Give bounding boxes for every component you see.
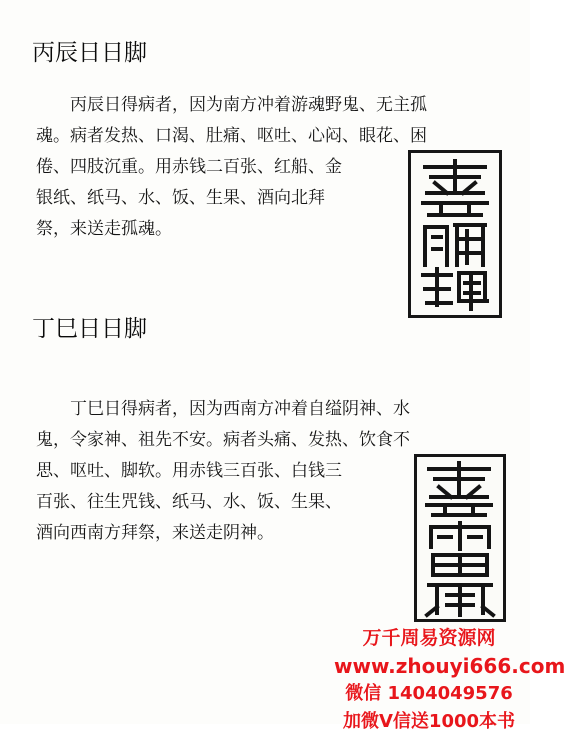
body-line: 百张、往生咒钱、纸马、水、饭、生果、 xyxy=(36,492,342,512)
watermark-site-name: 万千周易资源网 xyxy=(362,627,496,649)
section-title-bingchen: 丙辰日日脚 xyxy=(32,40,147,66)
body-line: 丁巳日得病者，因为西南方冲着自缢阴神、水 xyxy=(70,399,410,419)
talisman-seal-icon xyxy=(408,150,502,318)
watermark-promo: 加微V信送1000本书 xyxy=(342,711,516,732)
body-line: 酒向西南方拜祭，来送走阴神。 xyxy=(36,523,274,543)
body-line: 倦、四肢沉重。用赤钱二百张、红船、金 xyxy=(36,157,342,177)
body-line: 魂。病者发热、口渴、肚痛、呕吐、心闷、眼花、困 xyxy=(36,126,427,146)
section-title-dingsi: 丁巳日日脚 xyxy=(32,316,147,342)
section-body-dingsi xyxy=(36,394,410,549)
watermark-url: www.zhouyi666.com xyxy=(334,654,565,678)
body-line: 鬼，令家神、祖先不安。病者头痛、发热、饮食不 xyxy=(36,430,410,450)
section-body-bingchen xyxy=(36,90,427,245)
body-line: 银纸、纸马、水、饭、生果、酒向北拜 xyxy=(36,188,325,208)
body-line: 祭，来送走孤魂。 xyxy=(36,219,172,239)
body-line: 丙辰日得病者，因为南方冲着游魂野鬼、无主孤 xyxy=(70,95,427,115)
body-line: 思、呕吐、脚软。用赤钱三百张、白钱三 xyxy=(36,461,342,481)
watermark-wechat: 微信 1404049576 xyxy=(345,683,513,704)
watermark-ad xyxy=(334,624,565,736)
talisman-seal-icon xyxy=(414,454,506,622)
